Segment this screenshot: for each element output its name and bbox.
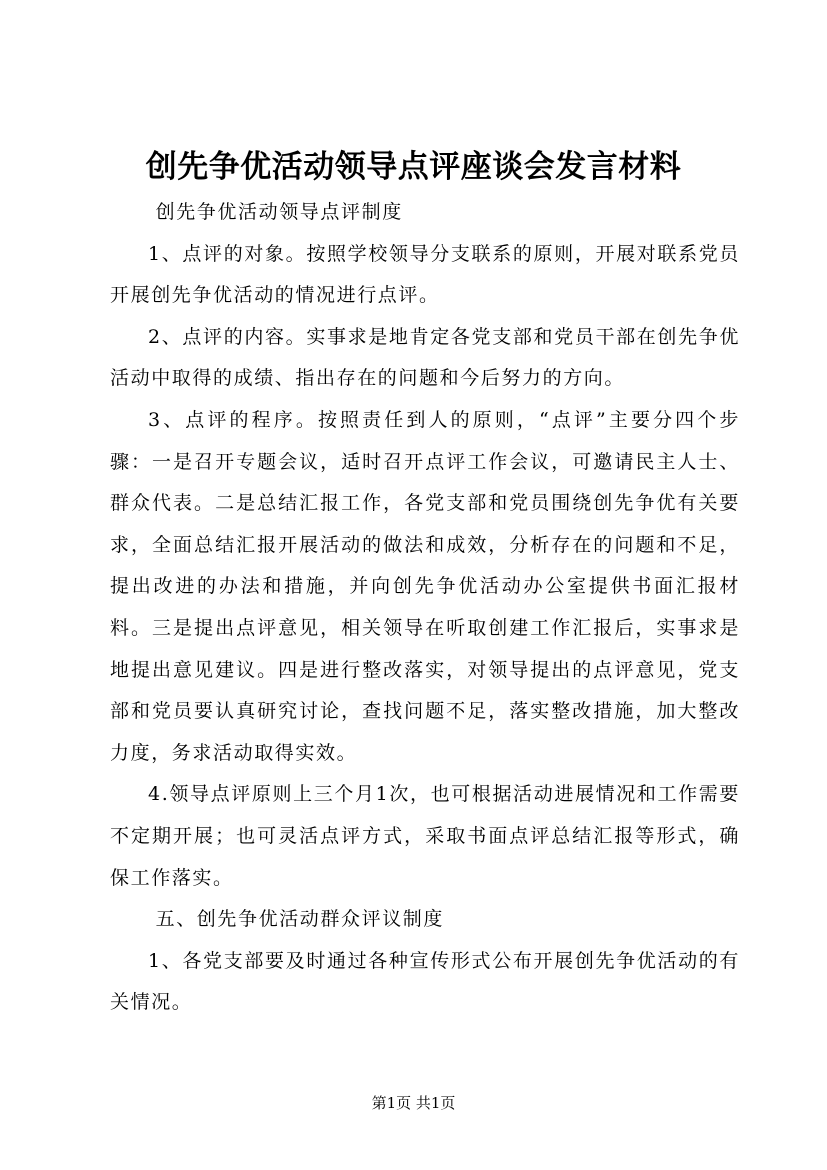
paragraph: 2、点评的内容。实事求是地肯定各党支部和党员干部在创先争优活动中取得的成绩、指出存在的问题和今后努力的方向。 — [110, 325, 740, 390]
paragraph: 1、各党支部要及时通过各种宣传形式公布开展创先争优活动的有关情况。 — [110, 949, 740, 1014]
document-title: 创先争优活动领导点评座谈会发言材料 — [145, 149, 682, 185]
paragraph: 3、点评的程序。按照责任到人的原则，“点评”主要分四个步骤：一是召开专题会议，适时召开点评工作会议，可邀请民主人士、群众代表。二是总结汇报工作，各党支部和党员围绕创先争优有关要求，全面总结汇报开展活动的做法和成效，分析存在的问题和不足，提出改进的办法和措施，并向创先争优活动办公室提供书面汇报材料。三是提出点评意见，相关领导在听取创建工作汇报后，实事求是地提出意见建议。四是进行整改落实，对领导提出的点评意见，党支部和党员要认真研究讨论，查找问题不足，落实整改措施，加大整改力度，务求活动取得实效。 — [110, 408, 740, 764]
section-heading: 五、创先争优活动群众评议制度 — [155, 908, 444, 931]
paragraph: 1、点评的对象。按照学校领导分支联系的原则，开展对联系党员开展创先争优活动的情况进行点评。 — [110, 242, 740, 307]
section-heading: 创先争优活动领导点评制度 — [155, 201, 403, 223]
page-footer: 第1页 共1页 — [371, 1094, 456, 1112]
paragraph: 4.领导点评原则上三个月1次，也可根据活动进展情况和工作需要不定期开展；也可灵活点评方式，采取书面点评总结汇报等形式，确保工作落实。 — [110, 783, 740, 889]
document-body — [110, 192, 740, 1024]
